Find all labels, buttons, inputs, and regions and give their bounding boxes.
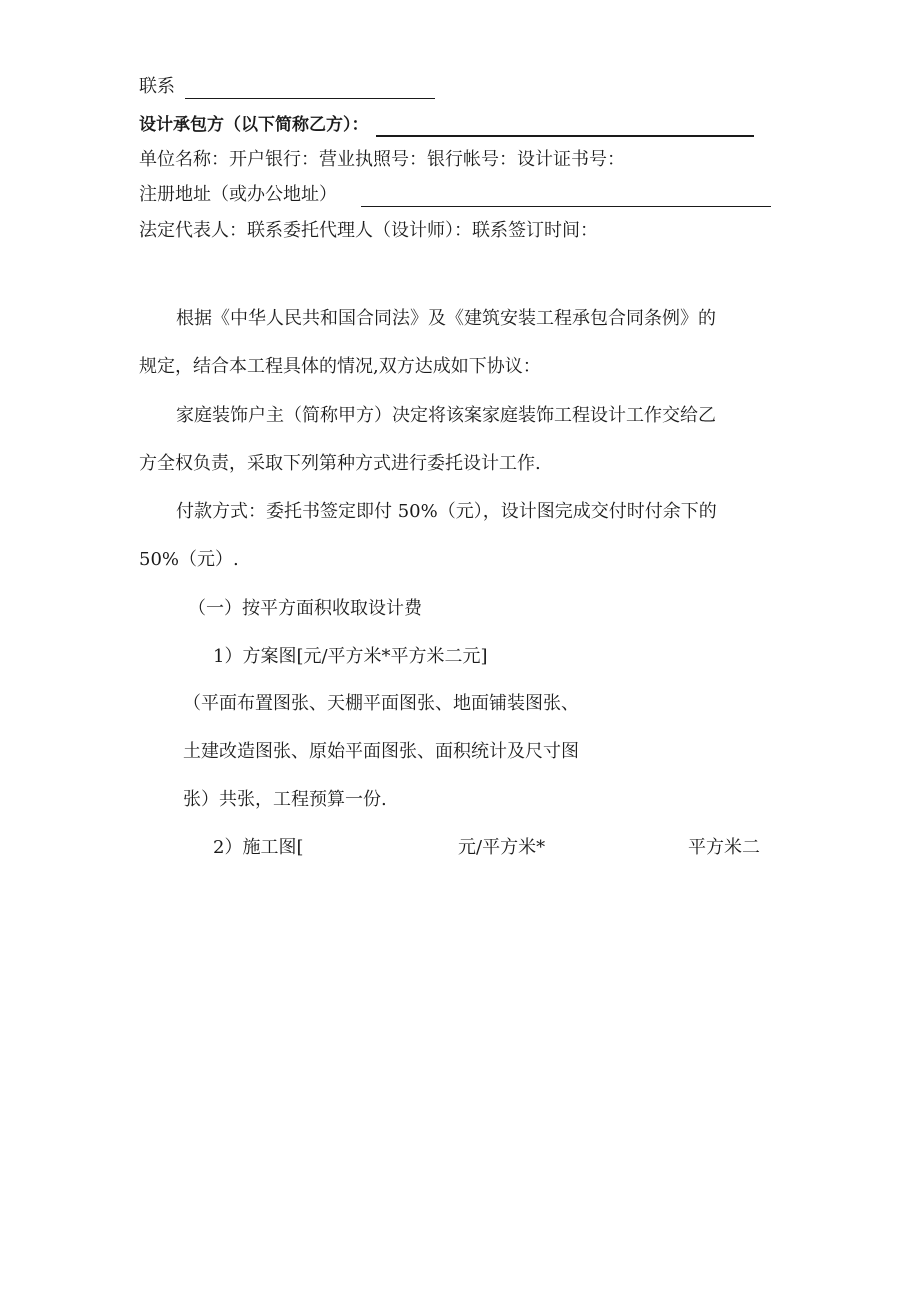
paragraph-1-text-2: 规定，结合本工程具体的情况,双方达成如下协议： — [139, 356, 541, 377]
item-1-detail-1-text: （平面布置图张、天棚平面图张、地面铺装图张、 — [183, 693, 579, 714]
item-2-line — [213, 836, 303, 860]
item-1-detail-2-text: 土建改造图张、原始平面图张、面积统计及尺寸图 — [183, 741, 579, 762]
item-1-detail-2 — [183, 740, 579, 764]
paragraph-3-line-1 — [176, 500, 717, 524]
paragraph-2-text-1: 家庭装饰户主（简称甲方）决定将该案家庭装饰工程设计工作交给乙 — [176, 405, 716, 426]
paragraph-2-text-2: 方全权负责，采取下列第种方式进行委托设计工作. — [139, 453, 541, 474]
paragraph-1-line-1 — [176, 307, 716, 331]
unit-fields: 单位名称：开户银行：营业执照号：银行帐号：设计证书号： — [139, 149, 625, 170]
item-1-text: 1）方案图[元/平方米*平方米二元] — [213, 646, 488, 667]
rep-fields-line — [139, 219, 598, 243]
item-1-detail-1 — [183, 692, 579, 716]
paragraph-1-text-1: 根据《中华人民共和国合同法》及《建筑安装工程承包合同条例》的 — [176, 308, 716, 329]
item-2-text-part-2: 元/平方米* — [458, 837, 546, 858]
rep-fields: 法定代表人：联系委托代理人（设计师）：联系签订时间： — [139, 220, 598, 241]
payment-terms-text-1: 付款方式：委托书签定即付 50%（元），设计图完成交付时付余下的 — [176, 501, 717, 522]
contact-label: 联系 — [139, 76, 175, 97]
address-blank — [361, 186, 771, 207]
unit-fields-line — [139, 148, 625, 172]
paragraph-1-line-2 — [139, 355, 541, 379]
address-label: 注册地址（或办公地址） — [139, 184, 337, 205]
paragraph-2-line-2 — [139, 452, 541, 476]
item-1-detail-3-text: 张）共张，工程预算一份. — [183, 789, 387, 810]
party-b-blank — [376, 115, 754, 137]
payment-terms-text-2: 50%（元）. — [139, 549, 239, 570]
party-b-line — [139, 113, 754, 137]
item-2-line-end — [688, 836, 760, 860]
contact-line — [139, 75, 435, 99]
party-b-label: 设计承包方（以下简称乙方）： — [139, 115, 369, 135]
section-1-heading-text: （一）按平方面积收取设计费 — [188, 598, 422, 619]
item-2-text-part-1: 2）施工图[ — [213, 837, 304, 858]
paragraph-2-line-1 — [176, 404, 716, 428]
item-2-text-part-3: 平方米二 — [688, 837, 760, 858]
address-line — [139, 183, 771, 207]
item-1-detail-3 — [183, 788, 387, 812]
item-1-line — [213, 645, 488, 669]
paragraph-3-line-2 — [139, 548, 239, 572]
item-2-line-mid — [458, 836, 545, 860]
contact-blank — [185, 78, 435, 99]
section-1-heading — [188, 597, 422, 621]
